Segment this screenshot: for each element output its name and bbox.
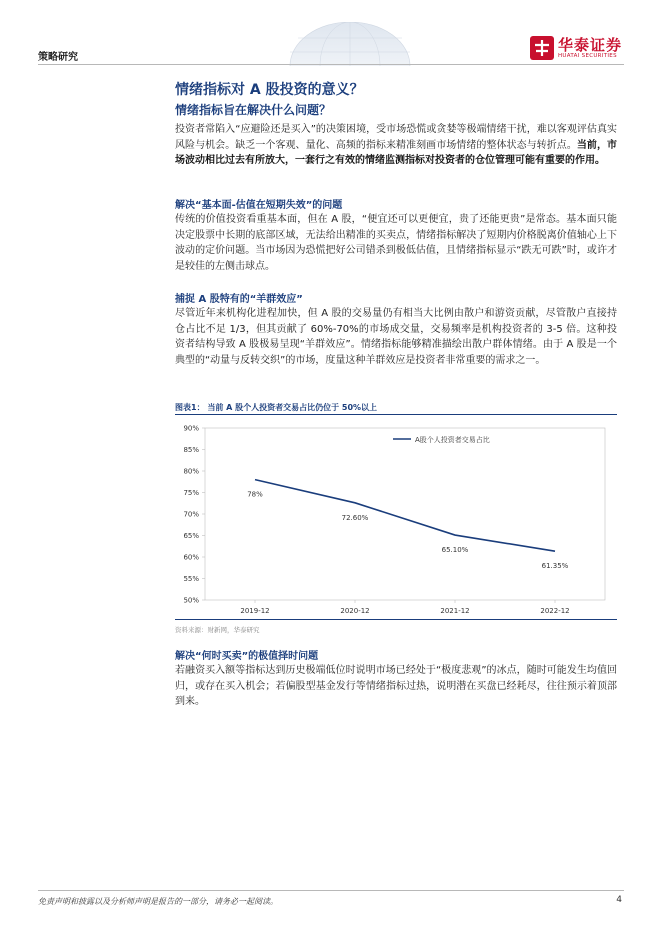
y-tick-label: 90% [183,424,199,433]
section3-heading: 解决“何时买卖”的极值择时问题 [175,651,319,662]
y-tick-label: 55% [183,575,199,583]
huatai-logo [530,36,622,60]
data-label: 78% [247,490,263,499]
x-tick-label: 2020-12 [340,607,370,615]
x-tick-label: 2021-12 [440,607,470,615]
y-tick-label: 85% [183,446,199,454]
intro-bold-text: 当前，市场波动相比过去有所放大，一套行之有效的情绪监测指标对投资者的仓位管理可能有重要的作用。 [175,139,618,166]
data-label: 61.35% [541,562,569,571]
footer-disclaimer: 免责声明和披露以及分析师声明是报告的一部分，请务必一起阅读。 [38,897,278,906]
huatai-logo-icon [530,36,554,60]
y-tick-label: 50% [183,596,199,605]
page-subtitle: 情绪指标旨在解决什么问题？ [175,103,332,117]
data-label: 72.60% [341,513,369,522]
series-line [255,480,555,555]
header-section-label: 策略研究 [38,52,78,63]
page-number: 4 [616,895,622,905]
y-tick-label: 60% [183,553,199,562]
chart-plot-border [205,428,605,600]
figure-bottom-rule [175,619,617,620]
page-title: 情绪指标对 A 股投资的意义？ [175,82,364,98]
y-tick-label: 80% [183,467,199,476]
intro-text: 投资者常陷入“应避险还是买入”的决策困境，受市场恐慌或贪婪等极端情绪干扰，难以客观评估真实风险与机会。缺乏一个客观、量化、高频的指标来精准刻画市场情绪的整体状态与转折点。 [175,124,617,151]
figure-source: 资料来源：财新网，华泰研究 [175,626,260,634]
legend-label: A股个人投资者交易占比 [415,436,490,444]
section3-paragraph: 若融资买入额等指标达到历史极端低位时说明市场已经处于“极度悲观”的冰点，随时可能发生均值回归，或存在买入机会；若偏股型基金发行等情绪指标过热，说明潜在买盘已经耗尽，往往预示着顶部到来。 [175,665,617,707]
figure-top-rule [175,414,617,415]
header-divider [38,64,624,65]
section1-paragraph: 传统的价值投资看重基本面，但在 A 股，“便宜还可以更便宜，贵了还能更贵”是常态。基本面只能决定股票中长期的底部区域，无法给出精准的买卖点，情绪指标解决了短期内价格脱离价值轴心上下波动的定价问题。当市场因为恐慌把好公司错杀到极低估值，且情绪指标显示“跌无可跌”时，或许才是较佳的左侧击球点。 [175,214,617,272]
figure-title: 图表1： 当前 A 股个人投资者交易占比仍位于 50%以上 [175,403,378,412]
line-chart [175,418,617,622]
section1-heading: 解决“基本面-估值在短期失效”的问题 [175,200,343,211]
intro-paragraph [175,122,617,169]
data-label: 65.10% [441,546,469,555]
logo-chinese-name: 华泰证券 [557,36,622,54]
x-tick-label: 2019-12 [240,607,270,615]
y-tick-label: 70% [183,510,199,519]
x-tick-label: 2022-12 [540,607,570,615]
globe-decoration [270,22,430,66]
y-tick-label: 75% [183,489,199,497]
section2-paragraph: 尽管近年来机构化进程加快，但 A 股的交易量仍有相当大比例由散户和游资贡献，尽管散户直接持仓占比不足 1/3，但其贡献了 60%-70%的市场成交量，交易频率是机构投资者的 3-5 倍。这种投资者结构导致 A 股极易呈现“羊群效应”。情绪指标能够精准描绘出散户群体情绪。由于 A 股是一个典型的“动量与反转交织”的市场，度量这种羊群效应是投资者非常重要的需求之一。 [175,308,617,366]
logo-english-name: HUATAI SECURITIES [557,53,617,59]
section2-heading: 捕捉 A 股特有的“羊群效应” [175,294,303,305]
footer-divider [38,890,624,891]
y-tick-label: 65% [183,532,199,540]
